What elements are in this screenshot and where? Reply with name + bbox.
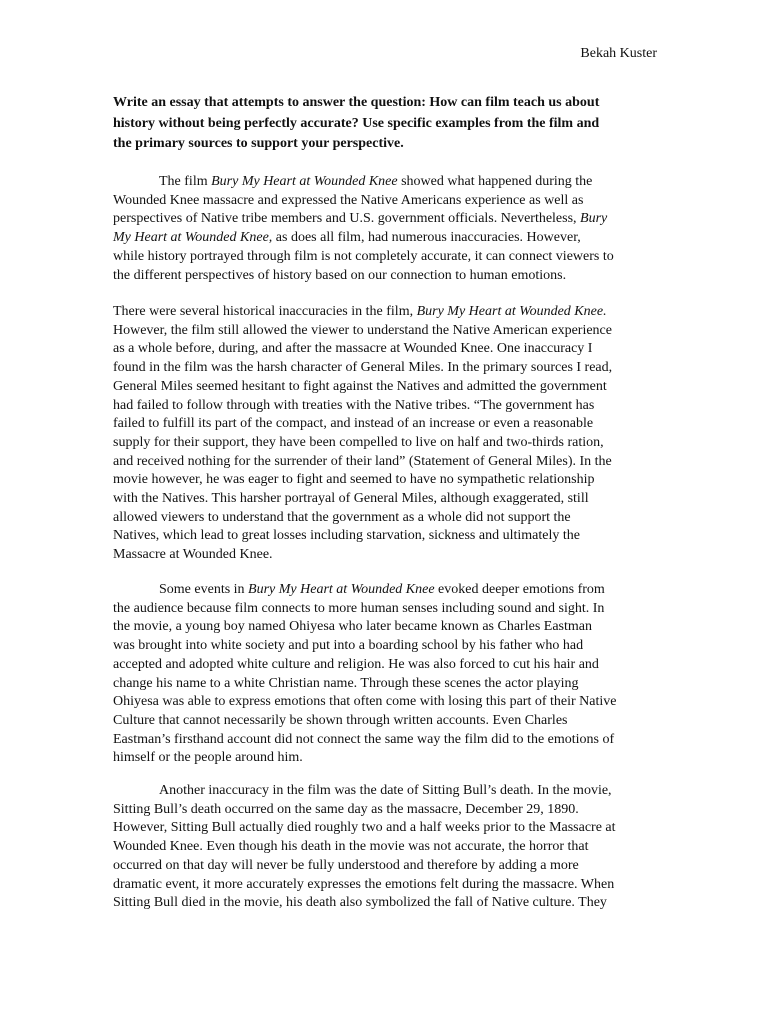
text-segment: showed what happened during the xyxy=(397,174,593,189)
text-segment: occurred on that day will never be fully understood and therefore by adding a more xyxy=(113,857,579,873)
text-segment: dramatic event, it more accurately expresses the emotions felt during the massacre. When xyxy=(113,876,615,892)
text-line xyxy=(113,637,651,656)
text-line xyxy=(113,712,651,731)
paragraph-1 xyxy=(113,173,651,285)
author-name: Bekah Kuster xyxy=(580,46,657,61)
text-line xyxy=(113,600,651,619)
text-segment: Another inaccuracy in the film was the date of Sitting Bull’s death. In the movie, xyxy=(159,783,612,798)
film-title-italic: Bury My Heart at Wounded Knee xyxy=(248,582,435,597)
text-segment: as a whole before, during, and after the massacre at Wounded Knee. One inaccuracy I xyxy=(113,341,593,357)
text-segment: as does all film, had numerous inaccuracies. However, xyxy=(272,230,581,246)
text-line xyxy=(113,490,651,509)
text-line xyxy=(113,838,651,857)
text-segment: Eastman’s firsthand account did not connect the same way the film did to the emotions of xyxy=(113,731,615,747)
text-line xyxy=(113,303,651,322)
text-segment: failed to fulfill its part of the compact, and instead of an increase or even a reasonable xyxy=(113,416,594,432)
prompt-line: Write an essay that attempts to answer the question: How can film teach us about xyxy=(113,95,600,110)
text-line xyxy=(113,819,651,838)
text-line xyxy=(113,618,651,637)
text-segment: Sitting Bull’s death occurred on the same day as the massacre, December 29, 1890. xyxy=(113,801,579,817)
text-segment: the different perspectives of history based on our connection to human emotions. xyxy=(113,267,567,283)
text-segment: However, Sitting Bull actually died roughly two and a half weeks prior to the Massacre at xyxy=(113,820,616,836)
text-segment: Natives, which lead to great losses including starvation, sickness and ultimately the xyxy=(113,528,580,544)
text-line xyxy=(113,509,651,528)
paragraph-4 xyxy=(113,782,651,913)
text-segment: Some events in xyxy=(159,582,249,597)
text-segment: Ohiyesa was able to express emotions that often come with losing this part of their Native xyxy=(113,694,617,710)
text-segment: Sitting Bull died in the movie, his death also symbolized the fall of Native culture. They xyxy=(113,895,607,911)
text-line xyxy=(113,857,651,876)
text-line xyxy=(113,546,651,565)
text-segment: and received nothing for the surrender of their land” (Statement of General Miles). In the xyxy=(113,453,612,469)
prompt-line: the primary sources to support your perspective. xyxy=(113,136,404,151)
text-line xyxy=(113,322,651,341)
paragraph-2 xyxy=(113,303,651,565)
film-title-italic: My Heart at Wounded Knee, xyxy=(113,230,273,246)
text-segment: There were several historical inaccuracies in the film, xyxy=(113,304,417,319)
text-line xyxy=(113,192,651,211)
essay-prompt xyxy=(113,93,643,155)
text-segment: change his name to a white Christian name. Through these scenes the actor playing xyxy=(113,675,579,691)
text-line xyxy=(113,229,651,248)
text-line xyxy=(113,267,651,286)
text-line xyxy=(113,248,651,267)
film-title-italic: Bury My Heart at Wounded Knee. xyxy=(416,304,607,319)
text-line xyxy=(113,894,651,913)
text-segment: Wounded Knee massacre and expressed the Native Americans experience as well as xyxy=(113,192,584,208)
text-segment: Massacre at Wounded Knee. xyxy=(113,547,273,563)
paragraph-3 xyxy=(113,581,651,768)
text-segment: accepted and adopted white culture and religion. He was also forced to cut his hair and xyxy=(113,656,599,672)
text-line xyxy=(113,782,651,801)
text-segment: evoked deeper emotions from xyxy=(434,582,605,597)
text-segment: However, the film still allowed the viewer to understand the Native American experience xyxy=(113,322,612,338)
text-line xyxy=(113,173,651,192)
text-line xyxy=(113,693,651,712)
text-line xyxy=(113,340,651,359)
text-line xyxy=(113,801,651,820)
text-segment: with the Natives. This harsher portrayal of General Miles, although exaggerated, still xyxy=(113,491,589,507)
text-segment: while history portrayed through film is not completely accurate, it can connect viewers to xyxy=(113,248,614,264)
text-segment: movie however, he was eager to fight and seemed to have no sympathetic relationship xyxy=(113,472,595,488)
text-segment: The film xyxy=(159,174,212,189)
text-segment: had failed to follow through with treaties with the Native tribes. “The government has xyxy=(113,397,595,413)
text-line xyxy=(113,210,651,229)
text-line xyxy=(113,876,651,895)
prompt-line: history without being perfectly accurate? Use specific examples from the film and xyxy=(113,115,600,131)
text-line xyxy=(113,453,651,472)
text-segment: Wounded Knee. Even though his death in the movie was not accurate, the horror that xyxy=(113,839,589,855)
text-line xyxy=(113,675,651,694)
text-line xyxy=(113,397,651,416)
text-line xyxy=(113,378,651,397)
film-title-italic: Bury My Heart at Wounded Knee xyxy=(211,174,398,189)
text-segment: found in the film was the harsh character of General Miles. In the primary sources I read, xyxy=(113,360,613,376)
text-line xyxy=(113,359,651,378)
text-segment: the audience because film connects to more human senses including sound and sight. In xyxy=(113,600,605,616)
text-segment: the movie, a young boy named Ohiyesa who later became known as Charles Eastman xyxy=(113,619,592,635)
text-segment: perspectives of Native tribe members and U.S. government officials. Nevertheless, xyxy=(113,211,581,227)
text-segment: General Miles seemed hesitant to fight against the Natives and admitted the government xyxy=(113,378,607,394)
text-segment: Culture that cannot necessarily be shown through written accounts. Even Charles xyxy=(113,712,568,728)
text-line xyxy=(113,527,651,546)
film-title-italic: Bury xyxy=(580,211,608,227)
text-line xyxy=(113,749,651,768)
text-segment: himself or the people around him. xyxy=(113,750,303,766)
text-line xyxy=(113,731,651,750)
text-segment: supply for their support, they have been compelled to live on half and two-thirds ration, xyxy=(113,434,604,450)
text-segment: allowed viewers to understand that the government as a whole did not support the xyxy=(113,509,571,525)
text-line xyxy=(113,581,651,600)
text-line xyxy=(113,471,651,490)
text-line xyxy=(113,415,651,434)
text-line xyxy=(113,656,651,675)
text-segment: was brought into white society and put into a boarding school by his father who had xyxy=(113,638,584,654)
text-line xyxy=(113,434,651,453)
